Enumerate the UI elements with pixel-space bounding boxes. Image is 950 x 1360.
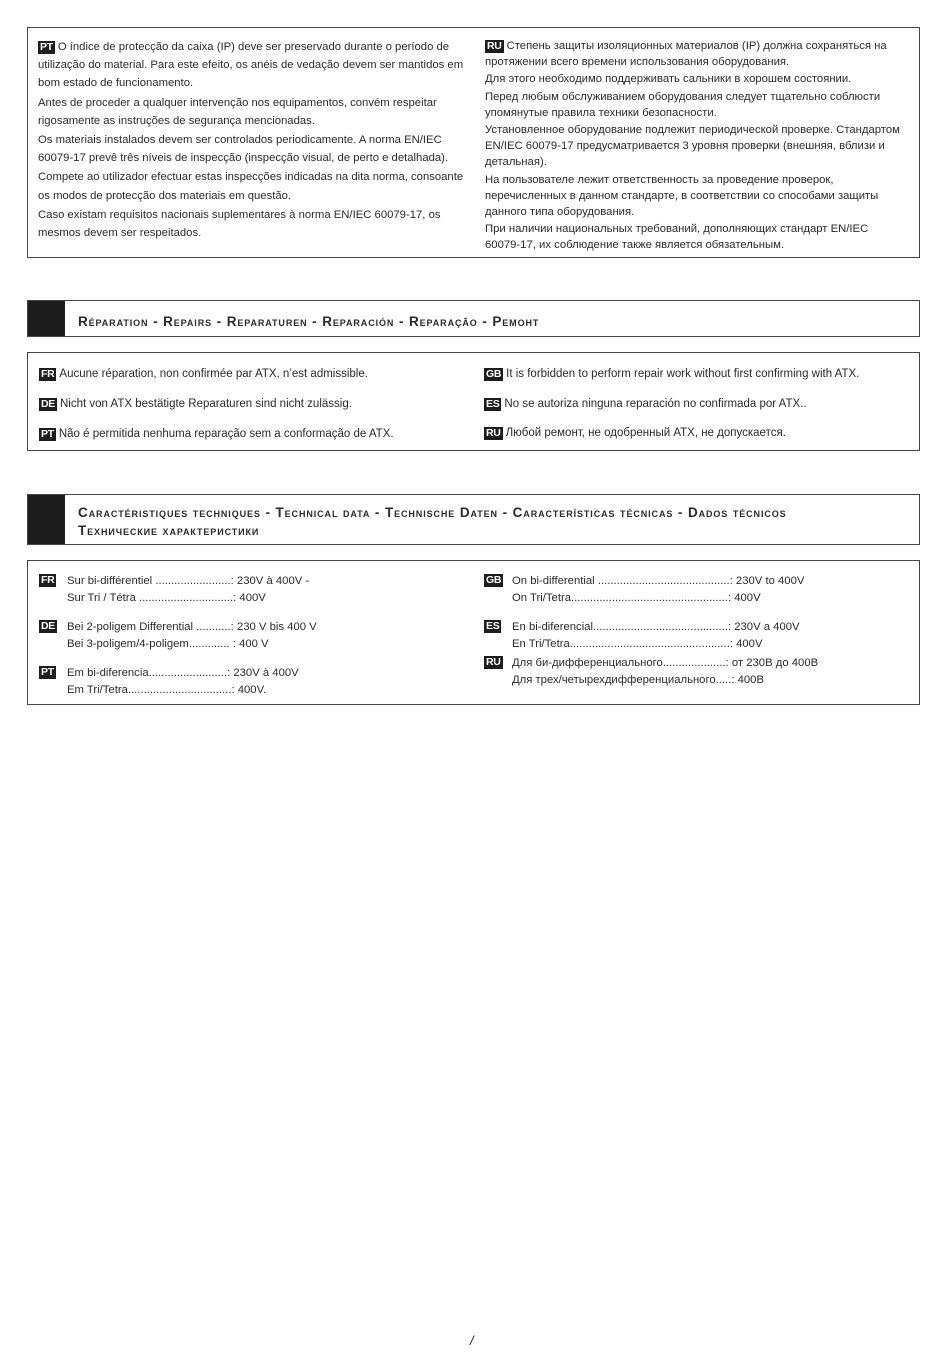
language-tag-fr: FR [41, 574, 55, 586]
repair-item-fr [39, 367, 368, 381]
repair-item-gb [484, 367, 859, 381]
technical-title [78, 504, 909, 540]
spec-line: Sur Tri / Tétra ..............................: 400V [67, 591, 266, 604]
language-tag-gb: GB [486, 574, 502, 586]
page-mark: / [470, 1333, 474, 1348]
maintenance-paragraph: Compete ao utilizador efectuar estas inspecções indicadas na dita norma, consoante os modos de protecção dos materiais em questão. [38, 171, 464, 202]
spec-line: Bei 3-poligem/4-poligem............. : 400 V [67, 637, 269, 650]
section-marker [28, 495, 65, 544]
maintenance-box [27, 27, 920, 258]
technical-box [27, 560, 920, 705]
language-tag-ru: RU [486, 656, 501, 668]
repair-text: Aucune réparation, non confirmée par ATX, n’est admissible. [59, 368, 368, 380]
spec-line: Em Tri/Tetra.................................: 400V. [67, 683, 267, 696]
repair-item-ru [484, 426, 786, 440]
repair-text: Любой ремонт, не одобренный ATX, не допускается. [505, 427, 786, 439]
maintenance-paragraph [485, 38, 905, 70]
language-tag-gb: GB [486, 368, 502, 380]
repair-text: Não é permitida nenhuma reparação sem a conformação de ATX. [58, 428, 394, 440]
maintenance-paragraph: Установленное оборудование подлежит периодической проверке. Стандартом EN/IEC 60079-17 предусматривается 3 уровня проверки (внешняя, вблизи и детальная). [485, 124, 900, 169]
spec-line: On bi-differential ..........................................: 230V to 400V [512, 575, 805, 587]
spec-line: Sur bi-différentiel ........................: 230V à 400V - [67, 575, 310, 587]
spec-line: Для трех/четырехдифференциального.....: 400В [512, 673, 764, 686]
language-tag-de: DE [41, 620, 55, 632]
language-tag-ru: RU [486, 427, 501, 439]
repair-item-es [484, 397, 807, 411]
repair-item-pt [39, 427, 394, 441]
maintenance-paragraph: На пользователе лежит ответственность за проведение проверок, перечисленных в данном стандарте, в соответствии со способами защиты данного типа оборудования. [485, 173, 879, 219]
repair-item-de [39, 397, 352, 411]
spec-line: Для би-дифференциального....................: от 230В до 400В [512, 657, 819, 669]
language-tag-es: ES [486, 398, 500, 410]
maintenance-paragraph: Os materiais instalados devem ser controlados periodicamente. A norma EN/IEC 60079-17 prevê três níveis de inspecção (inspecção visual, de perto e detalhada). [38, 134, 449, 165]
maintenance-ru-column [485, 38, 905, 255]
language-tag-fr: FR [41, 368, 55, 380]
language-tag-de: DE [41, 398, 55, 410]
maintenance-paragraph: При наличии национальных требований, дополняющих стандарт EN/IEC 60079-17, их соблюдение также является обязательным. [485, 223, 869, 252]
language-tag-pt: PT [41, 666, 54, 678]
section-marker [28, 301, 65, 336]
maintenance-paragraph: Caso existam requisitos nacionais suplementares à norma EN/IEC 60079-17, os mesmos devem ser respeitados. [38, 208, 441, 240]
paragraph-text: Степень защиты изоляционных материалов (IP) должна сохраняться на протяжении всего времени использования оборудования. [485, 40, 887, 69]
spec-line: On Tri/Tetra..................................................: 400V [512, 591, 761, 604]
repair-text: It is forbidden to perform repair work without first confirming with ATX. [506, 368, 860, 380]
language-tag-es: ES [486, 620, 500, 632]
repair-text: No se autoriza ninguna reparación no confirmada por ATX.. [504, 398, 807, 410]
spec-line: Bei 2-poligem Differential ...........: 230 V bis 400 V [67, 621, 317, 633]
repair-text: Nicht von ATX bestätigte Reparaturen sind nicht zulässig. [60, 398, 352, 410]
maintenance-pt-column [38, 38, 468, 243]
repairs-title: Réparation - Repairs - Reparaturen - Reparación - Reparação - Ремонт [78, 314, 540, 329]
language-tag-pt: PT [41, 428, 54, 440]
language-tag-pt: PT [40, 41, 53, 53]
spec-line: En bi-diferencial...........................................: 230V a 400V [512, 621, 800, 633]
technical-section-header [27, 494, 920, 545]
spec-line: En Tri/Tetra...................................................: 400V [512, 637, 763, 650]
maintenance-paragraph: Перед любым обслуживанием оборудования следует тщательно соблюсти упомянутые правила техники безопасности. [485, 90, 881, 119]
maintenance-paragraph [38, 38, 468, 93]
language-tag-ru: RU [487, 40, 502, 52]
maintenance-paragraph: Для этого необходимо поддерживать сальники в хорошем состоянии. [485, 73, 852, 86]
repairs-section-header [27, 300, 920, 337]
spec-line: Em bi-diferencia.........................: 230V à 400V [67, 667, 299, 679]
repairs-box [27, 352, 920, 451]
maintenance-paragraph: Antes de proceder a qualquer intervenção nos equipamentos, convém respeitar rigosamente as instruções de segurança mencionadas. [38, 96, 437, 127]
paragraph-text: O índice de protecção da caixa (IP) deve ser preservado durante o período de utilização do material. Para este efeito, os anéis de vedação devem ser mantidos em bom estado de funcionamento. [38, 41, 464, 90]
technical-title-line: Технические характеристики [78, 523, 260, 538]
technical-title-line: Caractéristiques techniques - Technical data - Technische Daten - Características técnicas - Dados técnicos [78, 505, 787, 520]
